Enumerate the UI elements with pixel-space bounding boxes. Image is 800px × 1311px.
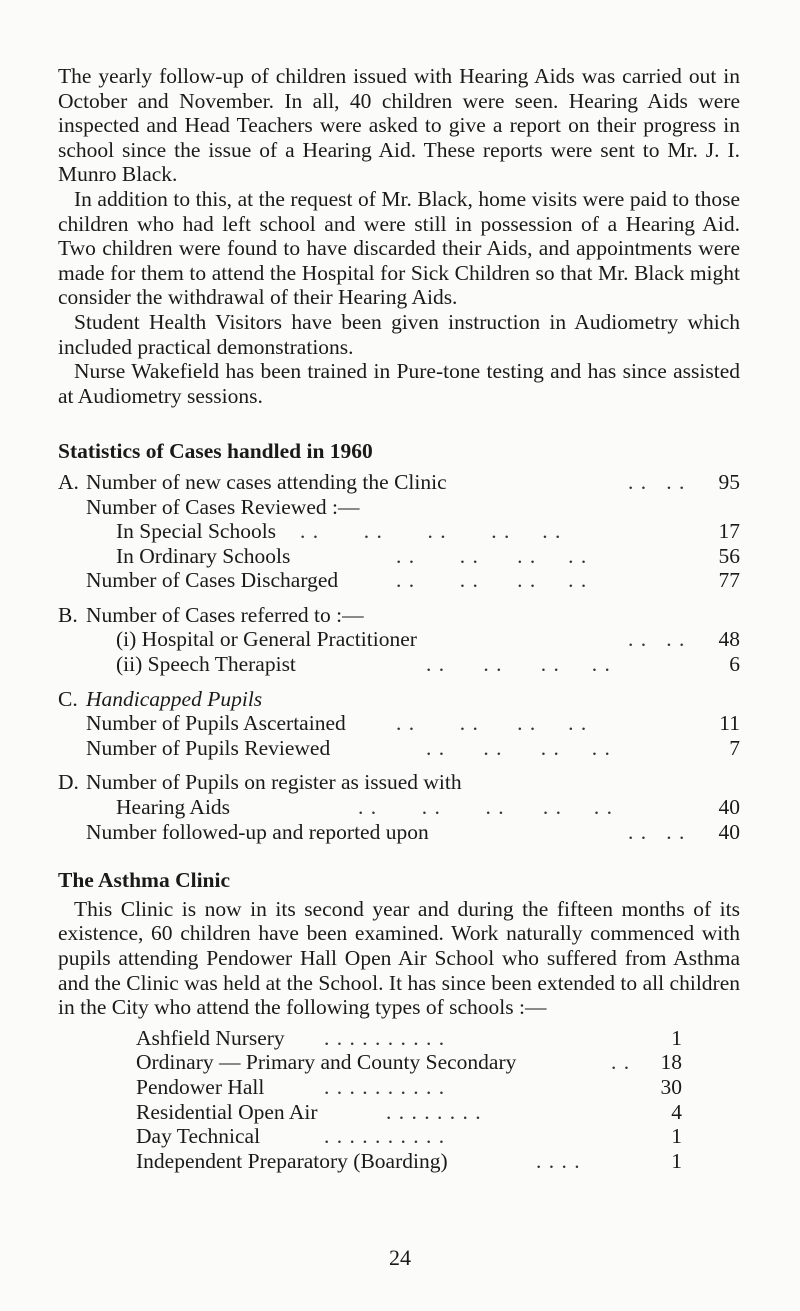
special-schools-label: In Special Schools bbox=[116, 519, 277, 544]
special-schools-value: 17 bbox=[718, 519, 740, 544]
section-letter: C. bbox=[58, 686, 78, 711]
leader-dots: . . . . bbox=[628, 819, 686, 844]
pupils-reviewed-label: Number of Pupils Reviewed bbox=[86, 735, 331, 760]
register-label-continued: Hearing Aids bbox=[116, 795, 231, 820]
discharged-label: Number of Cases Discharged bbox=[86, 568, 339, 593]
schools-list bbox=[136, 1026, 682, 1174]
ascertained-label: Number of Pupils Ascertained bbox=[86, 711, 346, 736]
discharged-value: 77 bbox=[718, 568, 740, 593]
statistics-section-c bbox=[58, 687, 740, 761]
leader-dots: . . . . . . . . bbox=[396, 543, 588, 568]
paragraph-nurse-wakefield: Nurse Wakefield has been trained in Pure-tone testing and has since assisted at Audiometry sessions. bbox=[58, 359, 740, 408]
statistics-section-a bbox=[58, 470, 740, 593]
school-count: 18 bbox=[660, 1050, 682, 1075]
school-count: 1 bbox=[671, 1124, 682, 1149]
handicapped-pupils-title: Handicapped Pupils bbox=[86, 686, 263, 711]
ordinary-schools-label: In Ordinary Schools bbox=[116, 543, 291, 568]
ordinary-schools-value: 56 bbox=[718, 543, 740, 568]
school-count: 1 bbox=[671, 1148, 682, 1173]
school-name: Ashfield Nursery bbox=[136, 1025, 285, 1050]
leader-dots: . . . . . . . . . . bbox=[358, 795, 613, 820]
followed-up-label: Number followed-up and reported upon bbox=[86, 819, 429, 844]
list-item bbox=[136, 1075, 682, 1100]
leader-dots: . . . . bbox=[536, 1148, 581, 1173]
followed-up-value: 40 bbox=[718, 819, 740, 844]
referred-label: Number of Cases referred to :— bbox=[86, 602, 364, 627]
school-count: 30 bbox=[660, 1074, 682, 1099]
hospital-value: 48 bbox=[718, 627, 740, 652]
statistics-section-d bbox=[58, 770, 740, 844]
leader-dots: . . . . . . . . bbox=[426, 652, 611, 677]
leader-dots: . . . . bbox=[628, 469, 686, 494]
school-name: Ordinary — Primary and County Secondary bbox=[136, 1050, 517, 1075]
paragraph-followup: The yearly follow-up of children issued with Hearing Aids was carried out in October and November. In all, 40 children were seen. Hearing Aids were inspected and Head Teachers were asked to give a report on their progress in school since the issue of a Hearing Aid. These reports were sent to Mr. J. I. Munro Black. bbox=[58, 64, 740, 187]
list-item bbox=[136, 1124, 682, 1149]
paragraph-home-visits: In addition to this, at the request of Mr. Black, home visits were paid to those children who had left school and were still in possession of a Hearing Aid. Two children were found to have discarded their Aids, and appointments were made for them to attend the Hospital for Sick Children so that Mr. Black might consider the withdrawal of their Hearing Aids. bbox=[58, 186, 740, 310]
paragraph-asthma-clinic: This Clinic is now in its second year and during the fifteen months of its existence, 60 children have been examined. Work naturally commenced with pupils attending Pendower Hall Open Air School who suffered from Asthma and the Clinic was held at the School. It has since been extended to all children in the City who attend the following types of schools :— bbox=[58, 896, 740, 1020]
hospital-label: (i) Hospital or General Practitioner bbox=[116, 627, 417, 652]
list-item bbox=[136, 1100, 682, 1125]
new-cases-label: Number of new cases attending the Clinic bbox=[86, 469, 447, 494]
pupils-reviewed-value: 7 bbox=[729, 735, 740, 760]
leader-dots: . . . . bbox=[628, 627, 686, 652]
leader-dots: . . . . . . . . bbox=[426, 735, 611, 760]
leader-dots: . . . . . . . . bbox=[396, 568, 588, 593]
ascertained-value: 11 bbox=[719, 711, 740, 736]
school-count: 4 bbox=[671, 1099, 682, 1124]
speech-therapist-label: (ii) Speech Therapist bbox=[116, 652, 296, 677]
statistics-section-b bbox=[58, 603, 740, 677]
document-page bbox=[58, 64, 740, 1173]
leader-dots: . . . . . . . . . . bbox=[300, 519, 562, 544]
school-name: Residential Open Air bbox=[136, 1099, 318, 1124]
leader-dots: . . . . . . . . . . bbox=[324, 1025, 446, 1050]
asthma-clinic-heading: The Asthma Clinic bbox=[58, 868, 231, 893]
leader-dots: . . . . . . . . . . bbox=[324, 1074, 446, 1099]
school-name: Pendower Hall bbox=[136, 1074, 265, 1099]
list-item bbox=[136, 1050, 682, 1075]
statistics-heading: Statistics of Cases handled in 1960 bbox=[58, 439, 373, 464]
list-item bbox=[136, 1149, 682, 1174]
leader-dots: . . bbox=[611, 1050, 631, 1075]
leader-dots: . . . . . . . . . . bbox=[324, 1124, 446, 1149]
list-item bbox=[136, 1026, 682, 1051]
leader-dots: . . . . . . . . bbox=[396, 711, 588, 736]
section-letter: A. bbox=[58, 469, 79, 494]
school-count: 1 bbox=[671, 1025, 682, 1050]
school-name: Independent Preparatory (Boarding) bbox=[136, 1148, 448, 1173]
cases-reviewed-label: Number of Cases Reviewed :— bbox=[86, 494, 360, 519]
section-letter: D. bbox=[58, 770, 79, 795]
leader-dots: . . . . . . . . bbox=[386, 1099, 482, 1124]
section-letter: B. bbox=[58, 602, 78, 627]
paragraph-student-visitors: Student Health Visitors have been given instruction in Audiometry which included practical demonstrations. bbox=[58, 309, 740, 359]
register-label: Number of Pupils on register as issued with bbox=[86, 770, 462, 795]
school-name: Day Technical bbox=[136, 1124, 261, 1149]
new-cases-value: 95 bbox=[718, 469, 740, 494]
register-value: 40 bbox=[718, 795, 740, 820]
speech-therapist-value: 6 bbox=[729, 652, 740, 677]
page-number: 24 bbox=[389, 1245, 411, 1270]
